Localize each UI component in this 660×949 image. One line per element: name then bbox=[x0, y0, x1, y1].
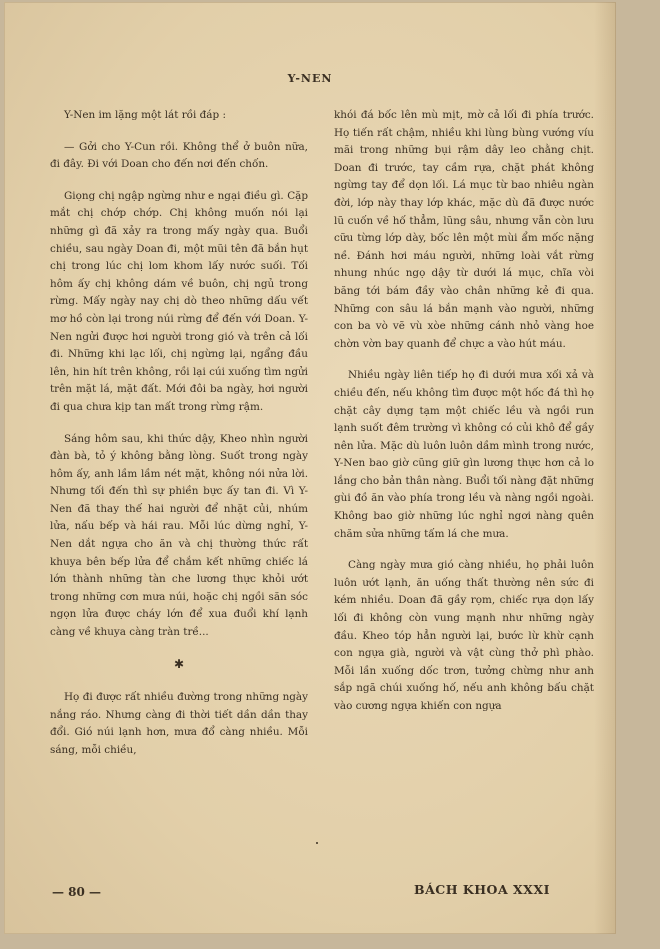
paragraph: — Gởi cho Y-Cun rồi. Không thể ở buôn nữa, đi đây. Đi với Doan cho đến nơi đến chốn. bbox=[50, 140, 308, 171]
page-number: — 80 — bbox=[52, 885, 102, 899]
paragraph: Giọng chị ngập ngừng như e ngại điều gì. Cặp mắt chị chớp chớp. Chị không muốn nói lại những gì đã xảy ra trong mấy ngày qua. Buổi chiều, sau ngày Doan đi, một mũi tên đã bắn hụt chị trong lúc chị lom khom lấy nước suối. Tối hôm ấy chị không dám về buôn, chị ngủ trong rừng. Mấy ngày nay chị dò theo những dấu vết mơ hồ còn lại trong núi rừng để đến với Doan. Y-Nen ngửi được hơi người trong gió và trên cả lối đi. Những khi lạc lối, chị ngừng lại, ngẩng đầu lên, hin hít trên không, rồi lại cúi xuống tìm ngửi trên mặt lá, mặt đất. Mới đôi ba ngày, hơi người đi qua chưa kịp tan mất trong rừng rậm. bbox=[50, 189, 308, 413]
journal-name: BÁCH KHOA XXXI bbox=[414, 882, 550, 897]
paragraph: khói đá bốc lên mù mịt, mờ cả lối đi phía trước. Họ tiến rất chậm, nhiều khi lùng bùng vướng víu mãi trong những bụi rậm dây leo chằng chịt. Doan đi trước, tay cầm rựa, chặt phát không ngừng tay để dọn lối. Lá mục từ bao nhiêu ngàn đời, lớp này thay lớp khác, mặc dù đã được nước lũ cuốn về hố thẳm, lũng sâu, nhưng vẫn còn lưu cữu từng lớp dày, bốc lên một mùi ẩm mốc nặng nề. Đánh hơi máu người, những loài vắt rừng nhung nhúc ngọ dậy từ dưới lá mục, chĩa vòi băng tới bám đầy vào chân những kẻ đi qua. Những con sâu lá bắn mạnh vào người, những con ba vò vẽ vù xòe những cánh nhỏ vàng hoe chờn vờn bay quanh để chực a vào hút máu. bbox=[334, 109, 594, 350]
paragraph: Càng ngày mưa gió càng nhiều, họ phải luôn luôn ướt lạnh, ăn uống thất thường nên sức đi kém nhiều. Doan đã gầy rọm, chiếc rựa dọn lấy lối đi không còn vung mạnh như những ngày đầu. Kheo tóp hẳn người lại, bước lừ khừ cạnh con ngựa già, người và vật cùng thở phì phào. Mỗi lần xuống dốc trơn, tưởng chừng như anh sắp ngã chúi xuống hố, nếu anh không bấu chặt vào cương ngựa khiến con ngựa bbox=[334, 559, 594, 712]
paragraph: Y-Nen im lặng một lát rồi đáp : bbox=[64, 109, 226, 121]
running-title: Y-NEN bbox=[287, 72, 333, 85]
left-column bbox=[50, 107, 308, 774]
section-divider: ✱ bbox=[173, 656, 185, 671]
magazine-page bbox=[4, 2, 616, 934]
right-column bbox=[334, 107, 594, 730]
paragraph: Sáng hôm sau, khi thức dậy, Kheo nhìn người đàn bà, tỏ ý không bằng lòng. Suốt trong ngày hôm ấy, anh lầm lầm nét mặt, không nói nửa lời. Nhưng tối đến thì sự phiền bực ấy tan đi. Vì Y-Nen đã thay thế hai người để nhặt củi, nhúm lửa, nấu bếp và hái rau. Mỗi lúc dừng nghỉ, Y-Nen dắt ngựa cho ăn và chị thường thức rất khuya bên bếp lửa để chắm kết những chiếc lá lớn thành những tàn che lương thực khỏi ướt trong những cơn mưa núi, hoặc chị ngồi săn sóc ngọn lửa được cháy lớn để xua đuổi khí lạnh càng về khuya càng tràn trề... bbox=[50, 432, 308, 639]
paragraph: Họ đi được rất nhiều đường trong những ngày nắng ráo. Nhưng càng đi thời tiết dần dần thay đổi. Gió núi lạnh hơn, mưa đổ càng nhiều. Mỗi sáng, mỗi chiều, bbox=[50, 691, 308, 756]
ink-dot bbox=[316, 842, 318, 844]
paragraph: Nhiều ngày liên tiếp họ đi dưới mưa xối xả và chiều đến, nếu không tìm được một hốc đá thì họ chặt cây dựng tạm một chiếc lều và ngồi run lạnh suốt đêm trường vì không có củi khô để gầy nên lửa. Mặc dù luôn luôn dầm mình trong nước, Y-Nen bao giờ cũng giữ gìn lương thực hơn cả lo lắng cho bản thân nàng. Buổi tối nàng đặt những gùi đồ ăn vào phía trong lều và nàng ngồi ngoài. Không bao giờ những lúc nghỉ ngơi nàng quên chăm sửa những tấm lá che mưa. bbox=[334, 369, 594, 540]
